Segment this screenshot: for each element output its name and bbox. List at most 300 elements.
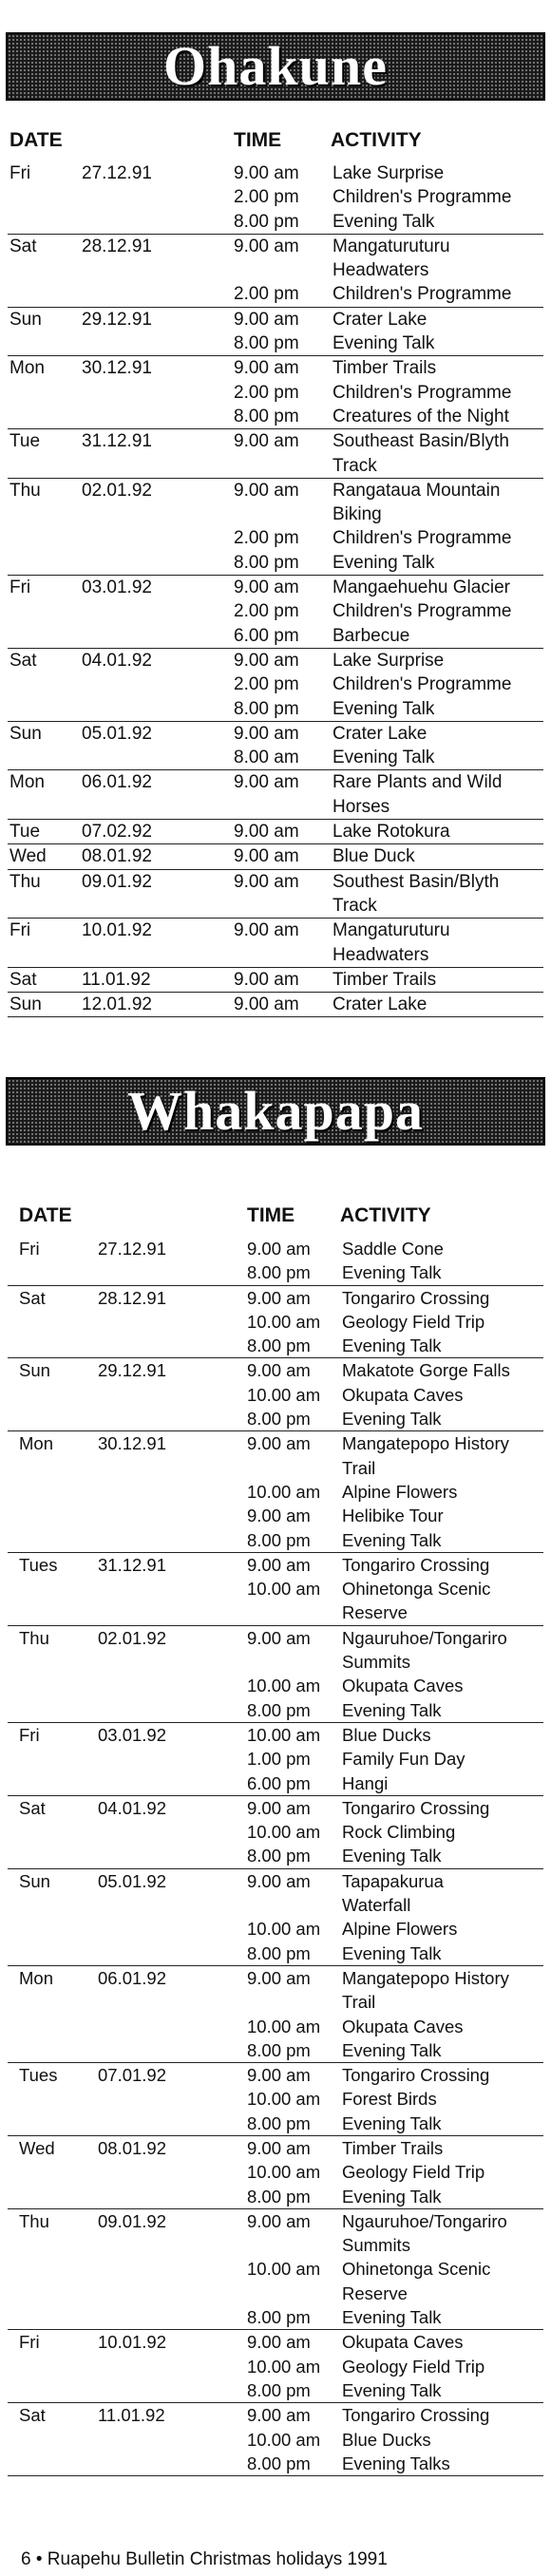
schedule-row [8,2403,543,2476]
day-cell: Mon [10,358,45,379]
schedule-row [8,1626,543,1723]
schedule-line [8,1528,543,1552]
activity-cell: Evening Talk [342,1262,442,1283]
schedule-line [8,993,543,1016]
schedule-line [8,894,543,918]
time-cell: 9.00 am [247,2065,311,2086]
time-cell: 9.00 am [234,994,299,1015]
schedule-line [8,1577,543,1601]
activity-cell: Evening Talk [342,1699,442,1720]
schedule-line [8,697,543,721]
time-cell: 8.00 pm [247,1846,311,1866]
activity-cell: Headwaters [332,260,429,281]
schedule-line [8,919,543,942]
activity-cell: Blue Duck [332,846,415,867]
schedule-line [8,2015,543,2038]
schedule-row [8,1358,543,1431]
time-cell: 8.00 pm [247,2379,311,2400]
activity-cell: Summits [342,2235,410,2256]
time-cell: 9.00 am [234,309,299,330]
time-cell: 8.00 pm [234,698,299,719]
activity-cell: Okupata Caves [342,2332,464,2353]
time-cell: 9.00 am [247,2137,311,2158]
schedule-line [8,1990,543,2014]
schedule-line [8,185,543,209]
activity-cell: Children's Programme [332,187,512,208]
schedule-row [8,722,543,771]
time-cell: 10.00 am [247,1579,321,1600]
schedule-line [8,1869,543,1893]
date-cell: 30.12.91 [98,1433,167,1454]
schedule-line [8,1431,543,1455]
schedule-line [8,161,543,185]
schedule-line [8,1456,543,1480]
activity-cell: Evening Talk [342,2112,442,2133]
schedule-line [8,649,543,672]
date-cell: 27.12.91 [82,163,152,183]
day-cell: Tue [10,822,41,843]
day-cell: Sat [10,650,37,671]
activity-cell: Ohinetonga Scenic [342,1579,491,1600]
activity-cell: Tongariro Crossing [342,1797,490,1818]
activity-cell: Mangaturuturu [332,236,450,256]
schedule-line [8,235,543,258]
date-cell: 31.12.91 [98,1554,167,1575]
activity-cell: Evening Talk [342,2307,442,2328]
schedule-row [8,870,543,919]
activity-cell: Crater Lake [332,994,428,1015]
time-cell: 10.00 am [247,1919,321,1940]
schedule-row [8,844,543,869]
activity-cell: Rare Plants and Wild [332,772,503,793]
date-cell: 02.01.92 [82,480,152,501]
activity-cell: Crater Lake [332,723,428,744]
schedule-line [8,1383,543,1407]
day-cell: Tues [19,1554,58,1575]
schedule-line [8,2378,543,2402]
schedule-line [8,1260,543,1284]
schedule-line [8,1601,543,1624]
activity-cell: Forest Birds [342,2089,437,2110]
schedule-line [8,1747,543,1771]
activity-cell: Tapapakurua [342,1870,444,1891]
activity-cell: Evening Talk [332,333,435,354]
activity-cell: Ngauruhoe/Tongariro [342,1627,507,1648]
day-cell: Mon [19,1967,53,1988]
activity-cell: Children's Programme [332,601,512,622]
time-cell: 2.00 pm [234,528,299,549]
activity-cell: Mangatepopo History [342,1967,509,1988]
schedule-line [8,2330,543,2354]
activity-cell: Evening Talk [342,2186,442,2207]
time-cell: 2.00 pm [234,382,299,403]
day-cell: Mon [19,1433,53,1454]
schedule-row [8,820,543,844]
activity-header: ACTIVITY [340,1204,431,1226]
time-cell: 2.00 pm [234,601,299,622]
schedule-line [8,2233,543,2257]
time-cell: 2.00 pm [234,187,299,208]
schedule-row [8,2063,543,2136]
time-cell: 9.00 am [247,2405,311,2426]
schedule-line [8,2305,543,2329]
day-cell: Fri [10,163,31,183]
time-header: TIME [247,1204,295,1226]
time-cell: 10.00 am [247,2259,321,2280]
time-cell: 8.00 pm [234,552,299,573]
schedule-line [8,1820,543,1844]
activity-cell: Alpine Flowers [342,1919,458,1940]
date-cell: 07.02.92 [82,822,152,843]
date-cell: 07.01.92 [98,2065,167,2086]
schedule-line [8,2185,543,2208]
time-cell: 9.00 am [247,1797,311,1818]
schedule-row [8,993,543,1017]
schedule-line [8,1893,543,1917]
activity-cell: Ohinetonga Scenic [342,2259,491,2280]
schedule-line [8,1674,543,1697]
schedule-row [8,1286,543,1359]
activity-cell: Geology Field Trip [342,2356,485,2377]
activity-cell: Helibike Tour [342,1506,444,1526]
activity-cell: Makatote Gorge Falls [342,1360,510,1381]
activity-cell: Track [332,895,377,916]
whakapapa-header [8,1199,543,1237]
date-cell: 03.01.92 [98,1724,167,1745]
date-cell: 28.12.91 [98,1287,167,1308]
activity-cell: Evening Talk [342,1335,442,1356]
activity-cell: Mangatepopo History [342,1433,509,1454]
schedule-line [8,2160,543,2184]
ohakune-header [8,123,543,161]
schedule-line [8,2428,543,2452]
time-cell: 9.00 am [247,2332,311,2353]
time-cell: 9.00 am [234,163,299,183]
date-header: DATE [19,1204,72,1226]
schedule-line [8,2403,543,2427]
time-cell: 9.00 am [234,969,299,990]
date-cell: 05.01.92 [82,723,152,744]
date-cell: 10.01.92 [98,2332,167,2353]
schedule-line [8,1844,543,1867]
activity-cell: Okupata Caves [342,1384,464,1405]
day-cell: Thu [19,2210,49,2231]
schedule-line [8,381,543,405]
whakapapa-rows [8,1237,543,2476]
time-cell: 9.00 am [234,480,299,501]
activity-cell: Trail [342,1992,376,2013]
schedule-line [8,943,543,967]
time-cell: 8.00 pm [234,333,299,354]
activity-cell: Evening Talk [342,1409,442,1430]
schedule-line [8,454,543,478]
schedule-row [8,770,543,820]
time-cell: 10.00 am [247,1822,321,1843]
time-cell: 2.00 pm [234,674,299,695]
time-cell: 8.00 pm [234,211,299,232]
schedule-line [8,968,543,992]
activity-cell: Biking [332,504,382,525]
schedule-line [8,2063,543,2087]
activity-cell: Evening Talk [332,748,435,768]
time-cell: 10.00 am [247,1311,321,1332]
schedule-line [8,2452,543,2475]
page-footer: 6 • Ruapehu Bulletin Christmas holidays 1991 [21,2549,388,2569]
time-cell: 9.00 am [247,1870,311,1891]
time-cell: 9.00 am [247,1967,311,1988]
schedule-row [8,1431,543,1552]
time-cell: 8.00 am [234,748,299,768]
time-cell: 9.00 am [247,1554,311,1575]
activity-cell: Evening Talk [332,211,435,232]
time-cell: 8.00 pm [247,1335,311,1356]
activity-cell: Tongariro Crossing [342,2405,490,2426]
schedule-line [8,210,543,234]
time-cell: 9.00 am [234,822,299,843]
time-cell: 8.00 pm [247,1942,311,1963]
schedule-line [8,2112,543,2135]
time-cell: 6.00 pm [247,1772,311,1793]
activity-cell: Evening Talk [342,1529,442,1550]
activity-cell: Geology Field Trip [342,2162,485,2183]
time-cell: 8.00 pm [247,1529,311,1550]
time-cell: 8.00 pm [247,2112,311,2133]
schedule-line [8,2209,543,2233]
time-cell: 10.00 am [247,1676,321,1696]
date-cell: 09.01.92 [98,2210,167,2231]
schedule-line [8,1237,543,1260]
schedule-line [8,551,543,575]
activity-cell: Children's Programme [332,674,512,695]
day-cell: Wed [10,846,47,867]
date-cell: 11.01.92 [98,2405,165,2426]
schedule-row [8,2136,543,2209]
activity-cell: Mangaturuturu [332,920,450,941]
date-cell: 03.01.92 [82,578,152,598]
activity-cell: Summits [342,1652,410,1673]
schedule-row [8,308,543,357]
time-cell: 10.00 am [247,2356,321,2377]
activity-cell: Geology Field Trip [342,1311,485,1332]
activity-cell: Rangataua Mountain [332,480,501,501]
day-cell: Thu [10,871,41,892]
time-cell: 9.00 am [247,2210,311,2231]
activity-cell: Alpine Flowers [342,1481,458,1502]
schedule-line [8,308,543,331]
schedule-line [8,405,543,428]
schedule-line [8,820,543,843]
time-cell: 9.00 am [234,431,299,452]
schedule-line [8,502,543,526]
time-cell: 10.00 am [247,2016,321,2036]
schedule-line [8,2136,543,2160]
schedule-line [8,1650,543,1674]
date-cell: 06.01.92 [82,772,152,793]
time-cell: 6.00 pm [234,625,299,646]
activity-cell: Children's Programme [332,284,512,305]
schedule-line [8,429,543,453]
date-cell: 29.12.91 [98,1360,167,1381]
time-cell: 10.00 am [247,1384,321,1405]
time-cell: 1.00 pm [247,1749,311,1770]
date-cell: 08.01.92 [98,2137,167,2158]
activity-cell: Lake Surprise [332,650,445,671]
day-cell: Fri [19,2332,40,2353]
date-cell: 11.01.92 [82,969,151,990]
activity-cell: Headwaters [332,944,429,965]
time-cell: 9.00 am [234,723,299,744]
schedule-line [8,722,543,746]
time-cell: 9.00 am [247,1239,311,1259]
time-cell: 2.00 pm [234,284,299,305]
time-cell: 8.00 pm [247,2453,311,2473]
time-cell: 10.00 am [247,1481,321,1502]
activity-cell: Timber Trails [332,969,437,990]
date-cell: 28.12.91 [82,236,152,256]
activity-cell: Children's Programme [332,528,512,549]
schedule-row [8,1237,543,1286]
time-cell: 9.00 am [234,772,299,793]
schedule-row [8,576,543,649]
schedule-line [8,1698,543,1722]
schedule-line [8,1771,543,1795]
schedule-row [8,235,543,308]
time-cell: 8.00 pm [247,2307,311,2328]
activity-cell: Timber Trails [342,2137,444,2158]
time-cell: 9.00 am [234,650,299,671]
activity-cell: Evening Talk [342,1942,442,1963]
time-cell: 8.00 pm [247,1699,311,1720]
schedule-row [8,429,543,479]
activity-cell: Rock Climbing [342,1822,456,1843]
activity-cell: Barbecue [332,625,410,646]
day-cell: Fri [19,1724,40,1745]
day-cell: Sat [19,1797,46,1818]
day-cell: Fri [10,920,31,941]
activity-cell: Mangaehuehu Glacier [332,578,510,598]
ohakune-schedule [8,123,543,1017]
time-cell: 8.00 pm [247,1262,311,1283]
time-cell: 9.00 am [247,1627,311,1648]
schedule-row [8,1796,543,1869]
activity-cell: Okupata Caves [342,1676,464,1696]
day-cell: Sun [10,994,42,1015]
schedule-line [8,1358,543,1382]
schedule-line [8,1723,543,1747]
schedule-line [8,1941,543,1965]
day-cell: Sun [10,309,42,330]
whakapapa-title: Whakapapa [126,1080,425,1142]
activity-cell: Tongariro Crossing [342,2065,490,2086]
day-cell: Fri [10,578,31,598]
activity-cell: Horses [332,796,390,817]
schedule-line [8,526,543,550]
time-cell: 9.00 am [234,358,299,379]
schedule-line [8,746,543,769]
date-cell: 10.01.92 [82,920,152,941]
schedule-line [8,870,543,894]
schedule-row [8,968,543,993]
schedule-row [8,161,543,235]
activity-cell: Blue Ducks [342,1724,431,1745]
time-cell: 8.00 pm [247,1409,311,1430]
schedule-line [8,672,543,696]
schedule-row [8,1966,543,2063]
schedule-row [8,919,543,968]
ohakune-banner [6,32,545,101]
activity-cell: Timber Trails [332,358,437,379]
schedule-line [8,1796,543,1820]
schedule-line [8,2257,543,2281]
schedule-line [8,795,543,819]
time-cell: 8.00 pm [234,406,299,426]
schedule-line [8,2038,543,2062]
day-cell: Sun [19,1360,50,1381]
activity-cell: Waterfall [342,1895,411,1916]
time-header: TIME [234,129,282,151]
time-cell: 9.00 am [234,846,299,867]
time-cell: 9.00 am [234,578,299,598]
day-cell: Sat [10,969,37,990]
schedule-line [8,1917,543,1941]
day-cell: Mon [10,772,45,793]
schedule-row [8,1553,543,1626]
activity-cell: Reserve [342,2282,408,2303]
schedule-line [8,479,543,502]
schedule-line [8,1553,543,1577]
time-cell: 10.00 am [247,2089,321,2110]
schedule-line [8,282,543,306]
schedule-row [8,356,543,429]
schedule-line [8,2087,543,2111]
time-cell: 9.00 am [247,1506,311,1526]
schedule-line [8,1334,543,1357]
day-cell: Sat [10,236,37,256]
time-cell: 10.00 am [247,1724,321,1745]
date-cell: 05.01.92 [98,1870,167,1891]
schedule-line [8,1504,543,1527]
day-cell: Sat [19,2405,46,2426]
day-cell: Fri [19,1239,40,1259]
activity-cell: Hangi [342,1772,389,1793]
day-cell: Sat [19,1287,46,1308]
activity-cell: Evening Talks [342,2453,450,2473]
activity-cell: Crater Lake [332,309,428,330]
activity-cell: Family Fun Day [342,1749,466,1770]
activity-cell: Lake Surprise [332,163,445,183]
time-cell: 9.00 am [234,871,299,892]
whakapapa-banner [6,1077,545,1146]
time-cell: 8.00 pm [247,2039,311,2060]
time-cell: 8.00 pm [247,2186,311,2207]
schedule-line [8,258,543,282]
activity-cell: Evening Talk [342,2039,442,2060]
activity-cell: Trail [342,1457,376,1478]
activity-cell: Southest Basin/Blyth [332,871,500,892]
date-cell: 04.01.92 [82,650,152,671]
date-cell: 08.01.92 [82,846,152,867]
activity-cell: Evening Talk [332,698,435,719]
schedule-line [8,770,543,794]
activity-cell: Lake Rotokura [332,822,450,843]
day-cell: Wed [19,2137,55,2158]
date-cell: 31.12.91 [82,431,152,452]
schedule-line [8,1286,543,1310]
schedule-line [8,1407,543,1430]
activity-cell: Blue Ducks [342,2429,431,2450]
schedule-line [8,624,543,648]
date-cell: 29.12.91 [82,309,152,330]
